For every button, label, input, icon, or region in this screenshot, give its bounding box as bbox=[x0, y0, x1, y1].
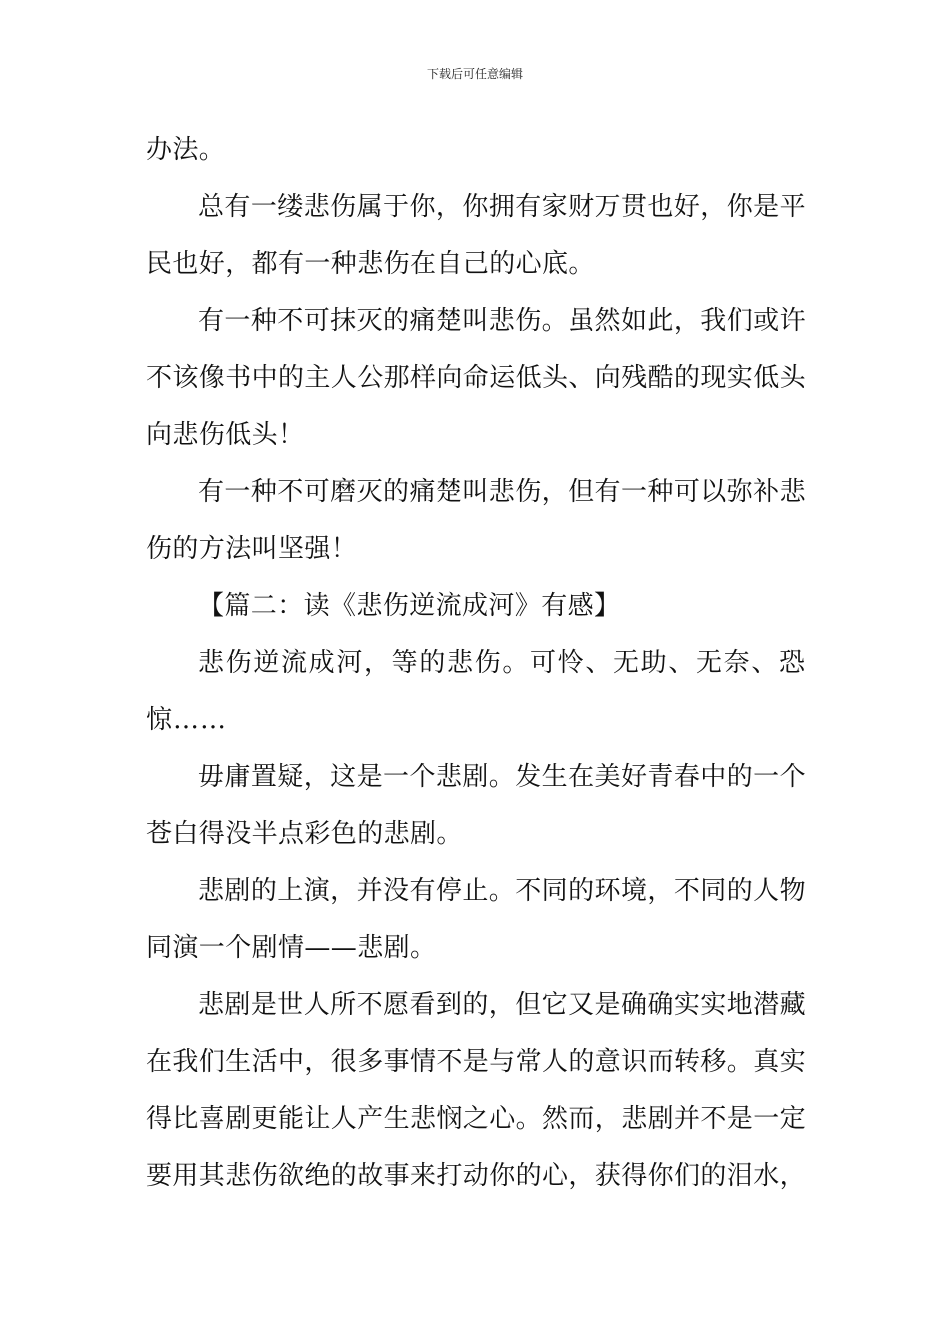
paragraph: 悲伤逆流成河，等的悲伤。可怜、无助、无奈、恐惊…… bbox=[146, 648, 806, 735]
paragraph: 有一种不可抹灭的痛楚叫悲伤。虽然如此，我们或许不该像书中的主人公那样向命运低头、向残酷的现实低头向悲伤低头！ bbox=[146, 306, 807, 450]
document-body bbox=[146, 122, 806, 1205]
paragraph: 毋庸置疑，这是一个悲剧。发生在美好青春中的一个苍白得没半点彩色的悲剧。 bbox=[146, 762, 806, 849]
paragraph: 总有一缕悲伤属于你，你拥有家财万贯也好，你是平民也好，都有一种悲伤在自己的心底。 bbox=[146, 192, 806, 279]
section-heading: 【篇二：读《悲伤逆流成河》有感】 bbox=[198, 591, 621, 621]
paragraph: 悲剧是世人所不愿看到的，但它又是确确实实地潜藏在我们生活中，很多事情不是与常人的意识而转移。真实得比喜剧更能让人产生悲悯之心。然而，悲剧并不是一定要用其悲伤欲绝的故事来打动你的心，获得你们的泪水， bbox=[146, 990, 807, 1191]
page-header: 下载后可任意编辑 bbox=[426, 67, 523, 81]
paragraph: 有一种不可磨灭的痛楚叫悲伤，但有一种可以弥补悲伤的方法叫坚强！ bbox=[146, 477, 806, 564]
paragraph: 办法。 bbox=[146, 135, 226, 165]
paragraph: 悲剧的上演，并没有停止。不同的环境，不同的人物同演一个剧情——悲剧。 bbox=[146, 876, 806, 963]
